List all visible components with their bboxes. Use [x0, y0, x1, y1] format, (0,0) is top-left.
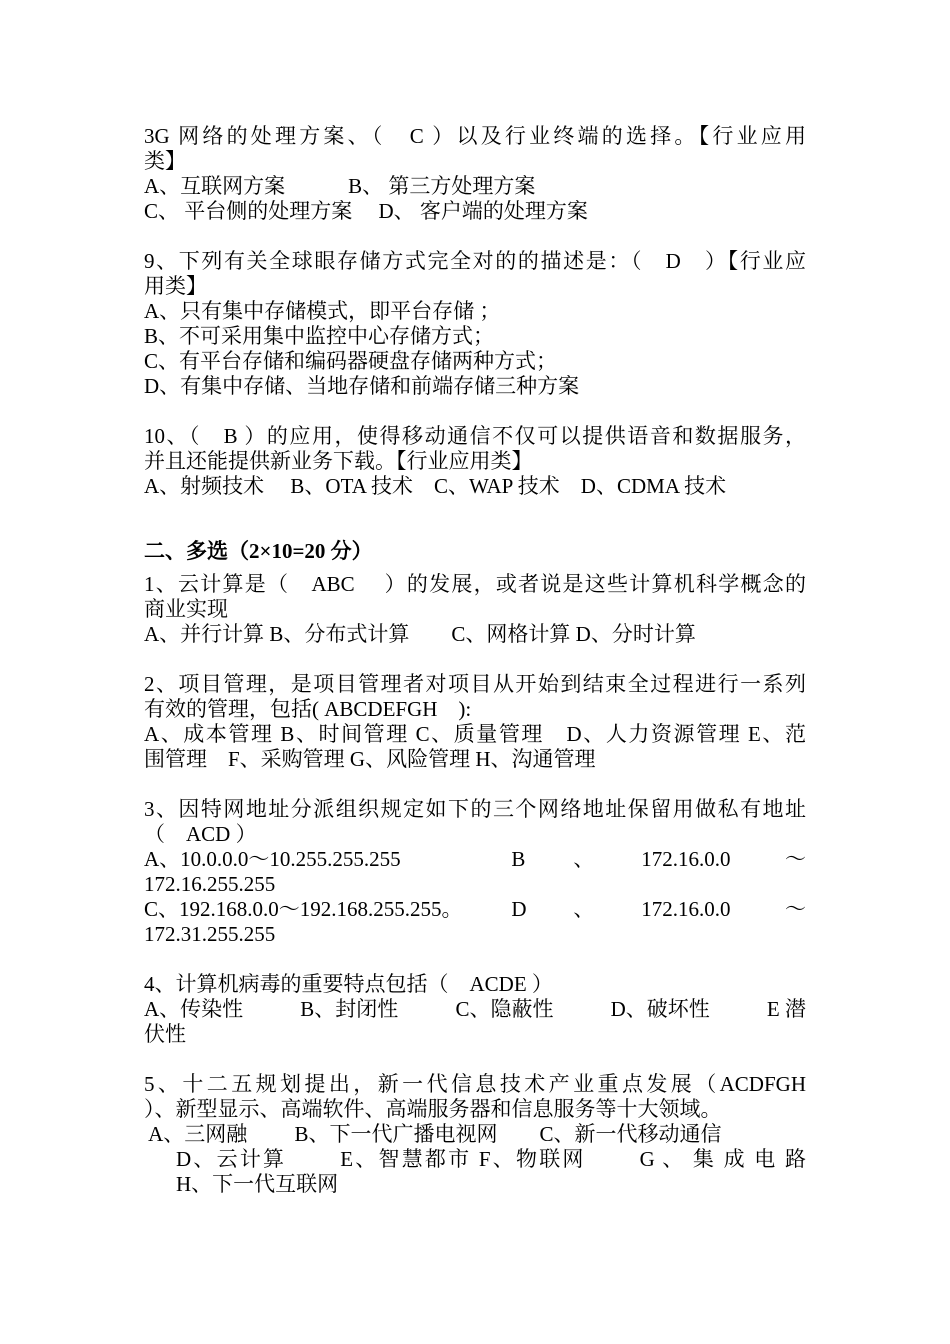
multi-question-5-line-4: D、云计算 E、智慧都市 F、物联网 G 、 集 成 电 路	[176, 1147, 806, 1171]
multi-question-1-options: A、并行计算 B、分布式计算 C、网格计算 D、分时计算	[144, 622, 696, 646]
multi-question-4	[144, 972, 806, 1047]
multi-question-1	[144, 572, 806, 647]
multi-question-2-line-1: 2、项目管理，是项目管理者对项目从开始到结束全过程进行一系列	[144, 672, 806, 696]
option-e: E 潜	[766, 997, 806, 1021]
multi-question-3	[144, 797, 806, 947]
question-9-option-d: D、有集中存储、当地存储和前端存储三种方案	[144, 374, 580, 398]
multi-question-1-line-2: 商业实现	[144, 597, 228, 621]
question-8	[144, 124, 806, 224]
question-9-option-a: A、只有集中存储模式，即平台存储 ；	[144, 299, 501, 323]
multi-question-2-line-3: A、成本管理 B、时间管理 C、质量管理 D、人力资源管理 E、范	[144, 722, 806, 746]
multi-question-3-line-1: 3、因特网地址分派组织规定如下的三个网络地址保留用做私有地址	[144, 797, 806, 821]
multi-question-2	[144, 672, 806, 772]
multi-question-4-line-1: 4、计算机病毒的重要特点包括（ ACDE ）	[144, 972, 553, 996]
section-heading-multiple-choice: 二、多选（2×10=20 分）	[144, 539, 373, 563]
document-body	[144, 124, 806, 1197]
option-a: A、传染性	[144, 997, 244, 1021]
question-9-line-1: 9、下列有关全球眼存储方式完全对的的描述是：（ D ）【行业应	[144, 249, 806, 273]
multi-question-5-line-2: ）、新型显示、高端软件、高端服务器和信息服务等十大领域。	[144, 1097, 722, 1121]
option-d: D、破坏性	[610, 997, 710, 1021]
question-8-line-2: 类】	[144, 149, 186, 173]
multi-question-1-line-1: 1、云计算是（ ABC ）的发展，或者说是这些计算机科学概念的	[144, 572, 806, 596]
option-d-start: 172.16.0.0	[641, 897, 731, 921]
option-d-letter: D	[511, 897, 527, 921]
question-10-line-2: 并且还能提供新业务下载。【行业应用类】	[144, 449, 533, 473]
multi-question-5-line-5: H、下一代互联网	[176, 1172, 339, 1196]
option-b-separator: 、	[573, 847, 595, 871]
question-9-line-2: 用类】	[144, 274, 207, 298]
multi-question-3-row-2	[144, 897, 806, 922]
multi-question-5-line-1: 5、十二五规划提出，新一代信息技术产业重点发展（ACDFGH	[144, 1072, 806, 1096]
question-9	[144, 249, 806, 399]
question-10	[144, 424, 806, 499]
multi-question-5	[144, 1072, 806, 1197]
multi-question-3-line-4: 172.16.255.255	[144, 872, 276, 896]
question-9-option-b: B、不可采用集中监控中心存储方式；	[144, 324, 495, 348]
option-b-letter: B	[511, 847, 526, 871]
option-d-separator: 、	[573, 897, 595, 921]
option-b-start: 172.16.0.0	[641, 847, 731, 871]
multi-question-3-line-2: （ ACD ）	[144, 822, 257, 846]
multi-question-5-line-3: A、三网融 B、下一代广播电视网 C、新一代移动通信	[144, 1122, 722, 1146]
option-b: B、封闭性	[300, 997, 399, 1021]
question-9-option-c: C、有平台存储和编码器硬盘存储两种方式；	[144, 349, 558, 373]
question-8-line-1: 3G 网络的处理方案、（ C ）以及行业终端的选择。【行业应用	[144, 124, 806, 148]
option-c-range: C、192.168.0.0～192.168.255.255。	[144, 897, 463, 921]
question-8-options-1: A、互联网方案 B、 第三方处理方案	[144, 174, 536, 198]
question-10-line-1: 10、（ B ）的应用，使得移动通信不仅可以提供语音和数据服务，	[144, 424, 806, 448]
multi-question-4-options	[144, 997, 806, 1022]
multi-question-4-line-3: 伏性	[144, 1022, 186, 1046]
option-c: C、隐蔽性	[455, 997, 554, 1021]
question-8-options-2: C、 平台侧的处理方案 D、 客户端的处理方案	[144, 199, 588, 223]
multi-question-2-line-4: 围管理 F、采购管理 G、风险管理 H、沟通管理	[144, 747, 596, 771]
multi-question-3-row-1	[144, 847, 806, 872]
multi-question-3-line-6: 172.31.255.255	[144, 922, 276, 946]
option-a-range: A、10.0.0.0～10.255.255.255	[144, 847, 401, 871]
option-b-tilde: ～	[785, 847, 806, 871]
question-10-options: A、射频技术 B、OTA 技术 C、WAP 技术 D、CDMA 技术	[144, 474, 727, 498]
multi-question-2-line-2: 有效的管理，包括( ABCDEFGH ):	[144, 697, 472, 721]
option-d-tilde: ～	[785, 897, 806, 921]
